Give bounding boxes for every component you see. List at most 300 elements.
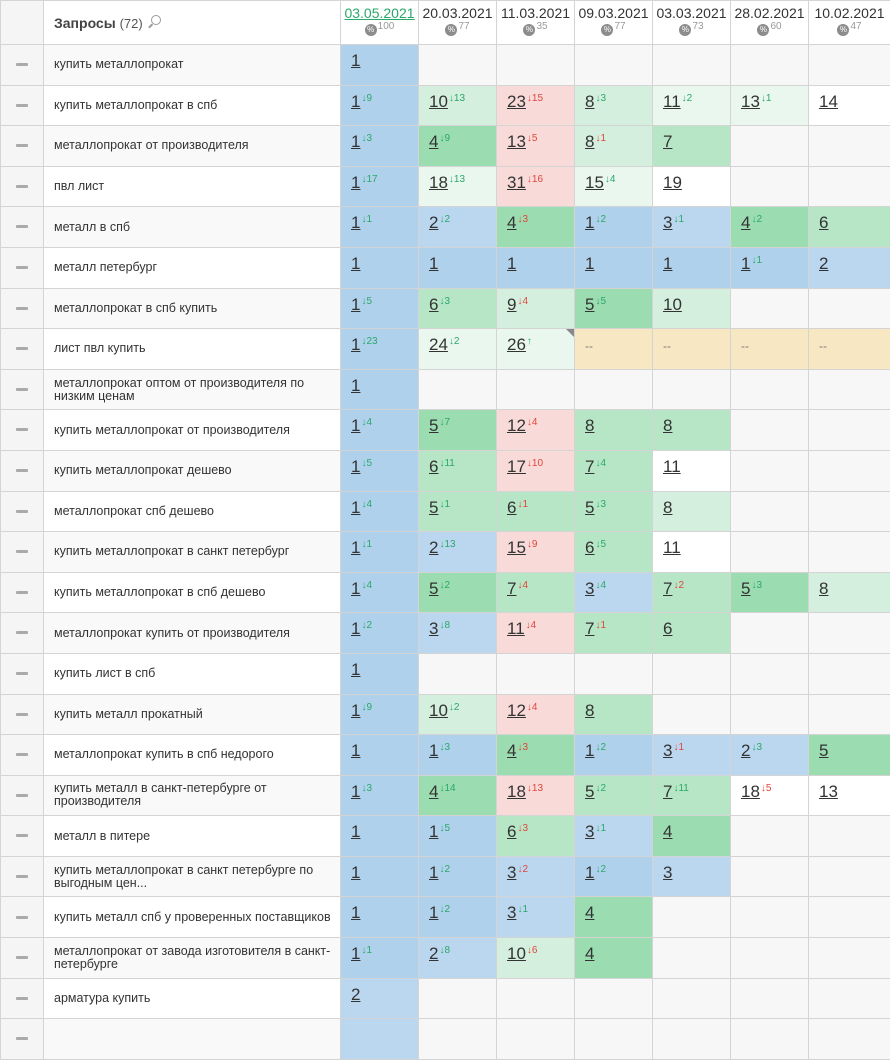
position-value[interactable]: 3 [663, 863, 672, 882]
position-value[interactable]: 6 [585, 538, 594, 557]
position-value[interactable]: 18 [741, 782, 760, 801]
position-value[interactable]: 1 [351, 822, 360, 841]
row-handle[interactable] [1, 126, 44, 167]
position-cell[interactable] [497, 450, 575, 491]
position-value[interactable]: 2 [741, 741, 750, 760]
minus-icon[interactable] [16, 672, 28, 675]
date-column-header[interactable] [497, 1, 575, 45]
position-cell[interactable] [575, 572, 653, 613]
position-cell[interactable] [497, 166, 575, 207]
position-cell[interactable] [653, 491, 731, 532]
position-value[interactable]: 1 [351, 741, 360, 760]
position-value[interactable]: 1 [351, 335, 360, 354]
row-handle[interactable] [1, 410, 44, 451]
position-cell[interactable] [497, 85, 575, 126]
position-value[interactable]: 1 [585, 741, 594, 760]
position-cell[interactable] [575, 207, 653, 248]
position-cell[interactable] [731, 85, 809, 126]
position-cell[interactable] [497, 329, 575, 370]
position-cell[interactable] [497, 694, 575, 735]
position-value[interactable]: 3 [663, 213, 672, 232]
position-value[interactable]: 1 [351, 944, 360, 963]
position-value[interactable]: 1 [663, 254, 672, 273]
position-cell[interactable] [419, 126, 497, 167]
row-handle[interactable] [1, 897, 44, 938]
position-value[interactable]: 4 [429, 132, 438, 151]
date-column-header[interactable] [653, 1, 731, 45]
position-cell[interactable] [497, 410, 575, 451]
position-cell[interactable] [809, 735, 890, 776]
date-label[interactable]: 03.05.2021 [341, 5, 418, 21]
position-value[interactable]: 1 [585, 254, 594, 273]
minus-icon[interactable] [16, 347, 28, 350]
position-cell[interactable] [497, 897, 575, 938]
search-icon[interactable] [151, 15, 161, 25]
row-handle[interactable] [1, 856, 44, 897]
row-handle[interactable] [1, 978, 44, 1019]
position-cell[interactable] [575, 735, 653, 776]
position-cell[interactable] [809, 329, 890, 370]
position-cell[interactable] [653, 166, 731, 207]
position-cell[interactable] [419, 694, 497, 735]
row-handle[interactable] [1, 329, 44, 370]
position-value[interactable]: 3 [507, 863, 516, 882]
position-cell[interactable] [419, 247, 497, 288]
position-value[interactable]: 15 [507, 538, 526, 557]
position-value[interactable]: 4 [507, 741, 516, 760]
position-cell[interactable] [497, 735, 575, 776]
position-cell[interactable] [809, 572, 890, 613]
position-cell[interactable] [419, 329, 497, 370]
position-value[interactable]: 26 [507, 335, 526, 354]
position-value[interactable]: 7 [663, 132, 672, 151]
position-value[interactable]: 8 [585, 701, 594, 720]
queries-header[interactable] [44, 1, 341, 45]
position-cell[interactable] [653, 816, 731, 857]
position-value[interactable]: 7 [663, 782, 672, 801]
position-value[interactable]: 1 [351, 903, 360, 922]
position-value[interactable]: 5 [585, 782, 594, 801]
position-cell[interactable] [653, 410, 731, 451]
position-cell[interactable] [341, 653, 419, 694]
position-cell[interactable] [419, 532, 497, 573]
position-value[interactable]: 4 [429, 782, 438, 801]
position-cell[interactable] [731, 735, 809, 776]
position-cell[interactable] [341, 85, 419, 126]
row-handle[interactable] [1, 572, 44, 613]
minus-icon[interactable] [16, 185, 28, 188]
position-value[interactable]: 1 [429, 822, 438, 841]
position-cell[interactable] [575, 816, 653, 857]
position-value[interactable]: 8 [585, 416, 594, 435]
position-cell[interactable] [575, 85, 653, 126]
position-value[interactable]: 1 [351, 863, 360, 882]
position-value[interactable]: 10 [429, 92, 448, 111]
position-cell[interactable] [419, 410, 497, 451]
position-cell[interactable] [575, 166, 653, 207]
position-cell[interactable] [419, 735, 497, 776]
position-value[interactable]: 1 [351, 660, 360, 679]
position-value[interactable]: 8 [663, 498, 672, 517]
position-value[interactable]: 4 [741, 213, 750, 232]
row-handle[interactable] [1, 247, 44, 288]
position-value[interactable]: 6 [429, 457, 438, 476]
position-cell[interactable] [653, 329, 731, 370]
row-handle[interactable] [1, 816, 44, 857]
minus-icon[interactable] [16, 63, 28, 66]
position-cell[interactable] [653, 572, 731, 613]
position-value[interactable]: 1 [351, 498, 360, 517]
position-value[interactable]: 2 [819, 254, 828, 273]
row-handle[interactable] [1, 207, 44, 248]
position-value[interactable]: 2 [429, 213, 438, 232]
position-cell[interactable] [731, 207, 809, 248]
position-cell[interactable] [575, 775, 653, 816]
position-value[interactable]: 1 [351, 51, 360, 70]
position-cell[interactable] [341, 897, 419, 938]
position-cell[interactable] [419, 288, 497, 329]
position-cell [809, 126, 890, 167]
minus-icon[interactable] [16, 388, 28, 391]
minus-icon[interactable] [16, 266, 28, 269]
position-value[interactable]: 5 [819, 741, 828, 760]
position-cell[interactable] [575, 491, 653, 532]
position-cell[interactable] [419, 856, 497, 897]
position-change: ↓2 [439, 904, 450, 915]
minus-icon[interactable] [16, 875, 28, 878]
date-label[interactable]: 10.02.2021 [809, 5, 890, 21]
position-cell[interactable] [341, 247, 419, 288]
minus-icon[interactable] [16, 104, 28, 107]
minus-icon[interactable] [16, 956, 28, 959]
position-cell[interactable] [575, 329, 653, 370]
position-cell[interactable] [341, 410, 419, 451]
position-cell[interactable] [419, 207, 497, 248]
position-cell[interactable] [575, 126, 653, 167]
position-value[interactable]: 6 [429, 295, 438, 314]
position-cell[interactable] [341, 694, 419, 735]
row-handle[interactable] [1, 613, 44, 654]
position-cell[interactable] [809, 207, 890, 248]
position-value[interactable]: 7 [663, 579, 672, 598]
table-row [1, 938, 890, 979]
position-cell[interactable] [341, 775, 419, 816]
position-cell[interactable] [341, 735, 419, 776]
position-cell[interactable] [419, 85, 497, 126]
date-label[interactable]: 28.02.2021 [731, 5, 808, 21]
row-handle[interactable] [1, 369, 44, 410]
position-value[interactable]: 5 [429, 579, 438, 598]
minus-icon[interactable] [16, 469, 28, 472]
position-value[interactable]: 11 [663, 92, 681, 111]
position-value[interactable]: 1 [585, 213, 594, 232]
position-value[interactable]: 6 [663, 619, 672, 638]
position-cell[interactable] [419, 166, 497, 207]
row-handle[interactable] [1, 288, 44, 329]
row-handle[interactable] [1, 532, 44, 573]
position-cell [731, 532, 809, 573]
position-cell[interactable] [653, 613, 731, 654]
date-label[interactable]: 09.03.2021 [575, 5, 652, 21]
position-value[interactable]: 7 [585, 457, 594, 476]
position-cell[interactable] [341, 288, 419, 329]
position-cell[interactable] [341, 491, 419, 532]
position-value[interactable]: 8 [585, 92, 594, 111]
position-cell[interactable] [497, 207, 575, 248]
position-value[interactable]: 13 [741, 92, 760, 111]
position-cell[interactable] [341, 856, 419, 897]
position-cell[interactable] [341, 816, 419, 857]
position-cell[interactable] [341, 166, 419, 207]
position-cell[interactable] [341, 329, 419, 370]
position-value[interactable]: 11 [663, 457, 681, 476]
row-handle[interactable] [1, 85, 44, 126]
position-value[interactable]: 2 [429, 538, 438, 557]
position-value[interactable]: 4 [507, 213, 516, 232]
position-value[interactable]: 1 [351, 132, 360, 151]
position-value[interactable]: 5 [585, 295, 594, 314]
position-value[interactable]: 15 [585, 173, 604, 192]
position-cell[interactable] [497, 491, 575, 532]
position-value[interactable]: 1 [351, 173, 360, 192]
position-value[interactable]: 7 [585, 619, 594, 638]
position-cell[interactable] [653, 775, 731, 816]
date-column-header[interactable] [419, 1, 497, 45]
minus-icon[interactable] [16, 510, 28, 513]
position-value[interactable]: 13 [819, 782, 838, 801]
position-cell[interactable] [341, 126, 419, 167]
position-cell[interactable] [419, 816, 497, 857]
position-cell[interactable] [497, 856, 575, 897]
position-cell[interactable] [341, 207, 419, 248]
date-column-header[interactable] [341, 1, 419, 45]
position-cell[interactable] [341, 572, 419, 613]
position-value[interactable]: 10 [429, 701, 448, 720]
position-cell[interactable] [653, 532, 731, 573]
position-value[interactable]: 31 [507, 173, 526, 192]
position-value[interactable]: 5 [429, 498, 438, 517]
position-value[interactable]: 23 [507, 92, 526, 111]
position-cell[interactable] [419, 775, 497, 816]
position-value[interactable]: 18 [429, 173, 448, 192]
position-value[interactable]: 6 [507, 822, 516, 841]
position-cell[interactable] [575, 410, 653, 451]
minus-icon[interactable] [16, 916, 28, 919]
position-value[interactable]: 9 [507, 295, 516, 314]
position-value[interactable]: 5 [429, 416, 438, 435]
position-cell[interactable] [341, 613, 419, 654]
position-value[interactable]: 19 [663, 173, 682, 192]
position-cell[interactable] [497, 775, 575, 816]
position-cell[interactable] [731, 572, 809, 613]
date-column-header[interactable] [731, 1, 809, 45]
position-cell[interactable] [653, 247, 731, 288]
minus-icon[interactable] [16, 713, 28, 716]
position-cell[interactable] [575, 938, 653, 979]
position-cell[interactable] [419, 572, 497, 613]
position-cell[interactable] [341, 45, 419, 86]
position-value[interactable]: 8 [819, 579, 828, 598]
position-cell[interactable] [497, 288, 575, 329]
minus-icon[interactable] [16, 591, 28, 594]
position-value[interactable]: 1 [351, 254, 360, 273]
position-value[interactable]: 3 [429, 619, 438, 638]
position-value[interactable]: 1 [351, 92, 360, 111]
minus-icon[interactable] [16, 834, 28, 837]
position-value[interactable]: 1 [351, 213, 360, 232]
position-cell[interactable] [575, 856, 653, 897]
position-value[interactable]: 1 [507, 254, 516, 273]
position-value[interactable]: 4 [663, 822, 672, 841]
position-cell[interactable] [419, 450, 497, 491]
position-value[interactable]: 3 [663, 741, 672, 760]
position-value[interactable]: 1 [351, 457, 360, 476]
position-value[interactable]: 4 [585, 903, 594, 922]
position-cell[interactable] [575, 247, 653, 288]
minus-icon[interactable] [16, 428, 28, 431]
position-value[interactable]: 6 [507, 498, 516, 517]
position-cell[interactable] [497, 816, 575, 857]
position-cell[interactable] [419, 897, 497, 938]
position-cell[interactable] [653, 85, 731, 126]
position-value[interactable]: 1 [351, 376, 360, 395]
position-cell[interactable] [809, 775, 890, 816]
position-cell[interactable] [731, 247, 809, 288]
position-cell[interactable] [497, 247, 575, 288]
minus-icon[interactable] [16, 1037, 28, 1040]
position-value[interactable]: 1 [429, 863, 438, 882]
position-cell[interactable] [575, 694, 653, 735]
position-cell[interactable] [341, 978, 419, 1019]
position-cell[interactable] [809, 247, 890, 288]
position-value[interactable]: 1 [351, 782, 360, 801]
row-handle[interactable] [1, 735, 44, 776]
position-value[interactable]: 8 [585, 132, 594, 151]
position-cell[interactable] [497, 938, 575, 979]
position-value[interactable]: 3 [507, 903, 516, 922]
position-cell[interactable] [731, 329, 809, 370]
position-value[interactable]: 18 [507, 782, 526, 801]
position-cell[interactable] [653, 288, 731, 329]
date-label[interactable]: 11.03.2021 [497, 5, 574, 21]
position-value[interactable]: 5 [585, 498, 594, 517]
position-cell[interactable] [653, 126, 731, 167]
position-cell[interactable] [497, 532, 575, 573]
position-value[interactable]: 1 [351, 416, 360, 435]
minus-icon[interactable] [16, 794, 28, 797]
row-handle[interactable] [1, 694, 44, 735]
date-column-header[interactable] [809, 1, 890, 45]
position-value[interactable]: 11 [507, 619, 525, 638]
row-handle[interactable] [1, 653, 44, 694]
position-cell[interactable] [653, 450, 731, 491]
minus-icon[interactable] [16, 631, 28, 634]
row-handle[interactable] [1, 450, 44, 491]
row-handle[interactable] [1, 938, 44, 979]
position-cell[interactable] [653, 856, 731, 897]
position-value[interactable]: 4 [585, 944, 594, 963]
position-cell[interactable] [575, 897, 653, 938]
position-value[interactable]: 1 [351, 619, 360, 638]
table-header [1, 1, 890, 45]
position-cell[interactable] [653, 735, 731, 776]
position-value[interactable]: 2 [351, 985, 360, 1004]
position-value[interactable]: 1 [351, 701, 360, 720]
position-cell[interactable] [575, 450, 653, 491]
position-value[interactable]: 12 [507, 416, 526, 435]
position-value[interactable]: 24 [429, 335, 448, 354]
position-value[interactable]: 11 [663, 538, 681, 557]
position-value[interactable]: 1 [351, 579, 360, 598]
date-label[interactable]: 20.03.2021 [419, 5, 496, 21]
position-value[interactable]: 3 [585, 822, 594, 841]
position-value[interactable]: 3 [585, 579, 594, 598]
row-handle[interactable] [1, 491, 44, 532]
row-handle[interactable] [1, 775, 44, 816]
position-value[interactable]: 8 [663, 416, 672, 435]
position-value[interactable]: 1 [351, 538, 360, 557]
position-value[interactable]: 1 [429, 741, 438, 760]
position-value[interactable]: 1 [429, 903, 438, 922]
position-cell[interactable] [419, 491, 497, 532]
position-cell[interactable] [341, 369, 419, 410]
position-value[interactable]: 2 [429, 944, 438, 963]
minus-icon[interactable] [16, 225, 28, 228]
position-value[interactable]: 1 [429, 254, 438, 273]
minus-icon[interactable] [16, 753, 28, 756]
position-cell[interactable] [497, 126, 575, 167]
position-value[interactable]: 14 [819, 92, 838, 111]
position-cell[interactable] [341, 450, 419, 491]
position-value[interactable]: 10 [663, 295, 682, 314]
position-cell[interactable] [575, 613, 653, 654]
position-cell[interactable] [653, 207, 731, 248]
position-value[interactable]: 1 [741, 254, 750, 273]
minus-icon[interactable] [16, 307, 28, 310]
position-change: ↓1 [673, 742, 684, 753]
row-handle[interactable] [1, 1019, 44, 1060]
row-handle[interactable] [1, 166, 44, 207]
position-cell[interactable] [419, 938, 497, 979]
position-cell[interactable] [341, 532, 419, 573]
minus-icon[interactable] [16, 144, 28, 147]
position-cell[interactable] [575, 288, 653, 329]
position-value[interactable]: 13 [507, 132, 526, 151]
position-cell[interactable] [341, 938, 419, 979]
position-cell[interactable] [731, 775, 809, 816]
position-value[interactable]: 10 [507, 944, 526, 963]
row-handle[interactable] [1, 45, 44, 86]
position-cell[interactable] [419, 613, 497, 654]
position-cell[interactable] [497, 572, 575, 613]
position-value[interactable]: 1 [585, 863, 594, 882]
position-value[interactable]: 17 [507, 457, 526, 476]
position-cell[interactable] [575, 532, 653, 573]
position-value[interactable]: 7 [507, 579, 516, 598]
position-value[interactable]: 12 [507, 701, 526, 720]
minus-icon[interactable] [16, 550, 28, 553]
position-change: ↓1 [673, 214, 684, 225]
position-value[interactable]: 6 [819, 213, 828, 232]
table-row [1, 653, 890, 694]
position-value[interactable]: 5 [741, 579, 750, 598]
date-label[interactable]: 03.03.2021 [653, 5, 730, 21]
minus-icon[interactable] [16, 997, 28, 1000]
position-cell[interactable] [497, 613, 575, 654]
date-column-header[interactable] [575, 1, 653, 45]
position-cell[interactable] [809, 85, 890, 126]
position-value[interactable]: 1 [351, 295, 360, 314]
